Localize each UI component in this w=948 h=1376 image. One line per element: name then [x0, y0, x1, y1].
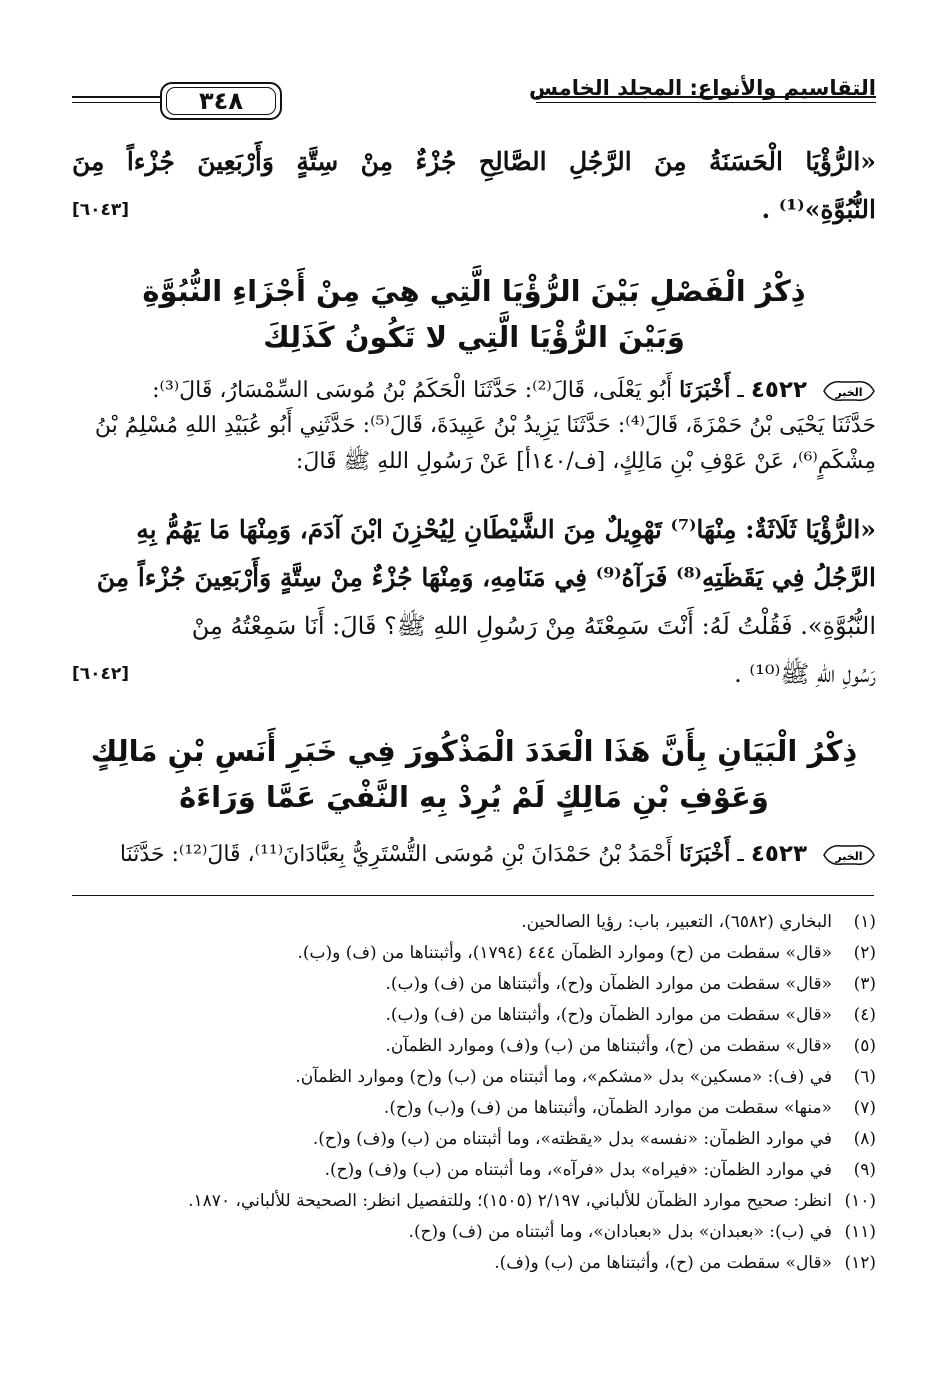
footnote-number: (٢) — [853, 943, 876, 963]
footnote-text: «قال» سقطت من (ح) وموارد الظمآن ٤٤٤ (١٧٩٤)، وأثبتناها من (ف) و(ب). — [297, 943, 832, 963]
running-title: التقاسيم والأنواع: المجلد الخامس — [529, 76, 876, 100]
svg-text:الخبر: الخبر — [835, 850, 863, 863]
footnote-text: في موارد الظمآن: «فيراه» بدل «فرآه»، وما أثبتناه من (ب) و(ف) و(ح). — [324, 1160, 832, 1180]
footnote — [72, 938, 876, 969]
heading-line: ذِكْرُ الْفَصْلِ بَيْنَ الرُّؤْيَا الَّتِي هِيَ مِنْ أَجْزَاءِ النُّبُوَّةِ — [142, 274, 806, 308]
hadith-line: النُّبُوَّةِ»⁽¹⁾ . — [761, 195, 876, 224]
hadith-reference: [٦٠٤٣] — [72, 200, 130, 220]
footnote — [72, 969, 876, 1000]
chain-line: حَدَّثَنَا يَحْيَى بْنُ حَمْزَةَ، قَالَ⁽⁴⁾: حَدَّثَنَا يَزِيدُ بْنُ عَبِيدَةَ، قَالَ⁽⁵⁾: حَدَّثَنِي أَبُو عُبَيْدِ اللهِ مُسْلِمُ بْنُ — [94, 413, 876, 438]
akhbarana: أَخْبَرَنَا — [679, 377, 731, 403]
heading-line: ذِكْرُ الْبَيَانِ بِأَنَّ هَذَا الْعَدَدَ الْمَذْكُورَ فِي خَبَرِ أَنَسِ بْنِ مَالِكٍ — [90, 734, 858, 768]
hadith-line: الرَّجُلُ فِي يَقَظَتِهِ⁽⁸⁾ فَرَآهُ⁽⁹⁾ فِي مَنَامِهِ، وَمِنْهَا جُزْءٌ مِنْ سِتَّةٍ وَأَرْبَعِينَ جُزْءاً مِنَ — [96, 563, 876, 592]
hadith-line: «الرُّؤْيَا ثَلَاثَةٌ: مِنْهَا⁽⁷⁾ تَهْوِيلٌ مِنَ الشَّيْطَانِ لِيُحْزِنَ ابْنَ آدَمَ، وَمِنْهَا مَا يَهُمُّ بِهِ — [136, 515, 876, 544]
hadith-chain — [72, 836, 876, 872]
footnote — [72, 1093, 876, 1124]
hadith-chain — [72, 372, 876, 480]
footnote — [72, 1217, 876, 1248]
khabar-icon — [822, 378, 876, 404]
footnotes — [72, 907, 876, 1279]
hadith-line: «الرُّؤْيَا الْحَسَنَةُ مِنَ الرَّجُلِ الصَّالِحِ جُزْءٌ مِنْ سِتَّةٍ وَأَرْبَعِينَ جُزْءاً مِنَ — [72, 147, 876, 176]
khabar-icon — [822, 842, 876, 868]
hadith-text — [72, 506, 876, 698]
footnote-number: (٩) — [853, 1160, 876, 1180]
footnote — [72, 1186, 876, 1217]
footnote — [72, 1124, 876, 1155]
hadith-line: رَسُولِ اللهِ ﷺ⁽¹⁰⁾ . — [734, 660, 876, 688]
akhbarana: أَخْبَرَنَا — [679, 841, 731, 867]
section-heading — [72, 268, 876, 360]
top-hadith — [72, 138, 876, 234]
hadith-number: ٤٥٢٣ — [750, 841, 807, 867]
footnote-number: (٦) — [853, 1067, 876, 1087]
footnote-text: «قال» سقطت من موارد الظمآن و(ح)، وأثبتناها من (ف) و(ب). — [385, 1005, 832, 1025]
heading-line: وَعَوْفِ بْنِ مَالِكٍ لَمْ يُرِدْ بِهِ النَّفْيَ عَمَّا وَرَاءَهُ — [179, 780, 769, 814]
footnote — [72, 1062, 876, 1093]
footnote-number: (٣) — [853, 974, 876, 994]
footnote-text: «قال» سقطت من موارد الظمآن و(ح)، وأثبتناها من (ف) و(ب). — [385, 974, 832, 994]
section-heading — [72, 728, 876, 820]
footnote-text: انظر: صحيح موارد الظمآن للألباني، ٢/١٩٧ (١٥٠٥)؛ وللتفصيل انظر: الصحيحة للألباني، ١٨٧٠. — [188, 1191, 832, 1211]
footnote-text: في (ف): «مسكين» بدل «مشكم»، وما أثبتناه من (ب) و(ح) وموارد الظمآن. — [295, 1067, 832, 1087]
hadith-end-row — [72, 650, 876, 698]
footnote-divider — [72, 895, 874, 896]
page-number: ٣٤٨ — [160, 82, 282, 120]
footnote-number: (٤) — [853, 1005, 876, 1025]
hadith-line: النُّبُوَّةِ». فَقُلْتُ لَهُ: أَنْتَ سَمِعْتَهُ مِنْ رَسُولِ اللهِ ﷺ؟ قَالَ: أَنَا سَمِعْتُهُ مِنْ — [191, 612, 876, 640]
hadith-reference: [٦٠٤٢] — [72, 664, 130, 684]
hadith-end-row — [72, 186, 876, 234]
chain-text: أَبُو يَعْلَى، قَالَ⁽²⁾: حَدَّثَنَا الْحَكَمُ بْنُ مُوسَى السِّمْسَارُ، قَالَ⁽³⁾: — [152, 378, 673, 403]
page-header — [72, 64, 876, 116]
chain-line: مِشْكَمٍ⁽⁶⁾، عَنْ عَوْفِ بْنِ مَالِكٍ، [ف/١٤٠أ] عَنْ رَسُولِ اللهِ ﷺ قَالَ: — [295, 449, 876, 474]
footnote-text: في (ب): «بعبدان» بدل «بعبادان»، وما أثبتناه من (ف) و(ح). — [408, 1222, 832, 1242]
footnote — [72, 1248, 876, 1279]
chain-line: الخبر ٤٥٢٢ ـ أَخْبَرَنَا أَبُو يَعْلَى، قَالَ⁽²⁾: حَدَّثَنَا الْحَكَمُ بْنُ مُوسَى السِّمْسَارُ، قَالَ⁽³⁾: — [72, 372, 876, 408]
footnote-number: (٧) — [853, 1098, 876, 1118]
footnote-text: في موارد الظمآن: «نفسه» بدل «يقظته»، وما أثبتناه من (ب) و(ف) و(ح). — [312, 1129, 832, 1149]
chain-line: الخبر ٤٥٢٣ ـ أَخْبَرَنَا أَحْمَدُ بْنُ حَمْدَانَ بْنِ مُوسَى التُّسْتَرِيُّ بِعَبَّادَانَ⁽¹¹⁾، قَالَ⁽¹²⁾: حَدَّثَنَا — [72, 836, 876, 872]
footnote — [72, 1000, 876, 1031]
footnote-number: (٥) — [853, 1036, 876, 1056]
footnote — [72, 1155, 876, 1186]
heading-line: وَبَيْنَ الرُّؤْيَا الَّتِي لا تَكُونُ كَذَلِكَ — [263, 320, 685, 354]
footnote-text: «قال» سقطت من (ح)، وأثبتناها من (ب) و(ف). — [494, 1253, 832, 1273]
footnote — [72, 907, 876, 938]
svg-text:الخبر: الخبر — [835, 386, 863, 399]
chain-text: أَحْمَدُ بْنُ حَمْدَانَ بْنِ مُوسَى التُّسْتَرِيُّ بِعَبَّادَانَ⁽¹¹⁾، قَالَ⁽¹²⁾: حَدَّثَنَا — [119, 842, 673, 867]
footnote-number: (١) — [853, 912, 876, 932]
footnote-text: «منها» سقطت من موارد الظمآن، وأثبتناها من (ف) و(ب) و(ح). — [383, 1098, 832, 1118]
footnote-number: (١١) — [844, 1222, 876, 1242]
hadith-number: ٤٥٢٢ — [750, 377, 807, 403]
footnote-text: البخاري (٦٥٨٢)، التعبير، باب: رؤيا الصالحين. — [521, 912, 832, 932]
footnote-number: (٨) — [853, 1129, 876, 1149]
footnote-number: (١٢) — [844, 1253, 876, 1273]
footnote — [72, 1031, 876, 1062]
footnote-number: (١٠) — [844, 1191, 876, 1211]
footnote-text: «قال» سقطت من (ح)، وأثبتناها من (ب) و(ف) وموارد الظمآن. — [385, 1036, 832, 1056]
